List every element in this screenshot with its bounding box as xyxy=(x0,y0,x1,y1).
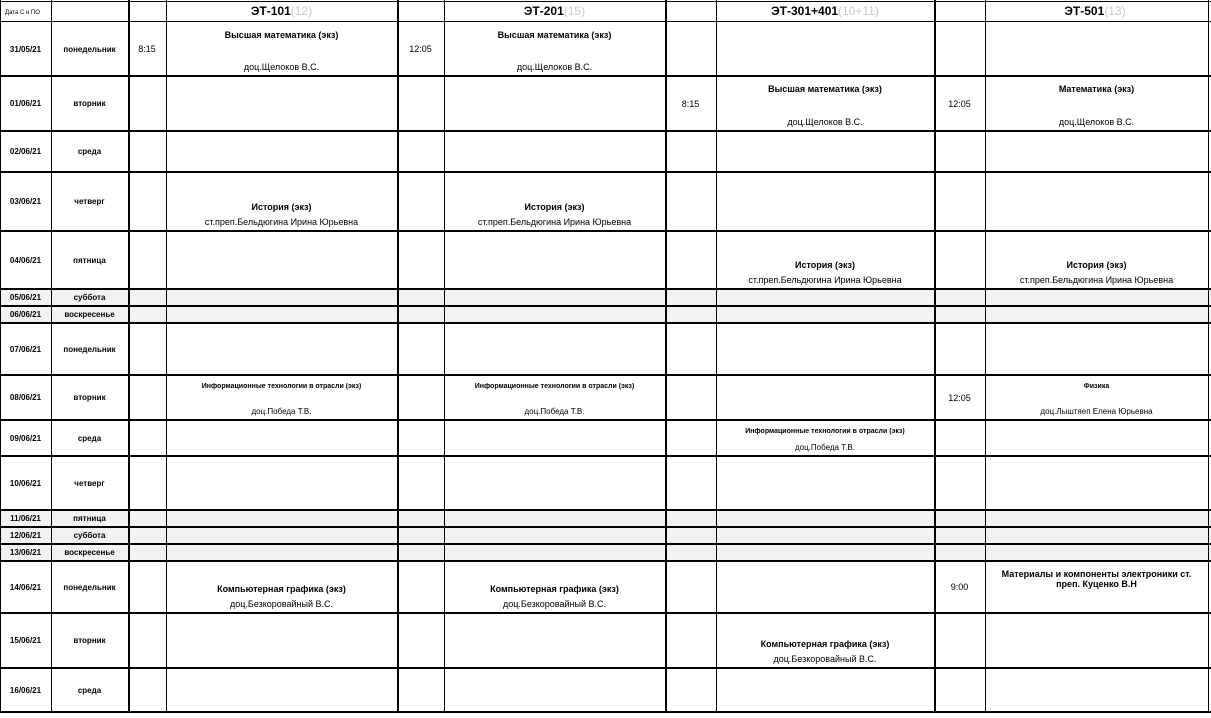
exam-entry xyxy=(170,561,393,611)
exam-subject: Компьютерная графика (экз) xyxy=(760,639,890,649)
grid-horizontal-line xyxy=(0,130,1211,132)
grid-vertical-line xyxy=(716,0,717,712)
group-header-et301-401 xyxy=(716,0,934,22)
grid-horizontal-line xyxy=(0,711,1211,713)
group-count: (13) xyxy=(1104,4,1126,18)
exam-entry xyxy=(448,383,661,416)
exam-lecturer: доц.Победа Т.В. xyxy=(251,407,312,416)
group-header-et101 xyxy=(166,0,397,22)
exam-subject: Материалы и компоненты электроники ст. преп. Куценко В.Н xyxy=(1001,569,1192,589)
weekday-cell: воскресенье xyxy=(64,548,115,557)
weekend-row-shading xyxy=(0,510,1211,527)
group-header-et201 xyxy=(444,0,665,22)
date-cell: 13/06/21 xyxy=(9,548,42,557)
exam-lecturer: ст.преп.Бельдюгина Ирина Юрьевна xyxy=(204,217,359,227)
exam-subject: Высшая математика (экз) xyxy=(497,30,612,40)
date-cell: 08/06/21 xyxy=(9,393,42,402)
date-cell: 07/06/21 xyxy=(9,344,42,354)
exam-entry xyxy=(170,30,393,72)
weekday-cell: вторник xyxy=(73,393,106,402)
group-count: (15) xyxy=(563,4,586,18)
exam-subject: Компьютерная графика (экз) xyxy=(490,584,619,594)
time-cell: 8:15 xyxy=(681,98,700,109)
grid-vertical-line xyxy=(1208,0,1209,712)
grid-horizontal-line xyxy=(0,543,1211,545)
exam-subject: Высшая математика (экз) xyxy=(768,84,882,94)
date-cell: 05/06/21 xyxy=(9,293,42,302)
group-count: (12) xyxy=(290,4,313,18)
grid-horizontal-line xyxy=(0,612,1211,614)
exam-entry xyxy=(448,172,661,229)
weekend-row-shading xyxy=(0,527,1211,544)
weekday-cell: понедельник xyxy=(63,582,116,592)
time-cell: 9:00 xyxy=(950,582,969,592)
date-cell: 12/06/21 xyxy=(9,531,42,540)
grid-horizontal-line xyxy=(0,75,1211,77)
grid-horizontal-line xyxy=(0,526,1211,528)
grid-vertical-line xyxy=(397,0,399,712)
exam-lecturer: ст.преп.Бельдюгина Ирина Юрьевна xyxy=(477,217,632,227)
weekday-cell: пятница xyxy=(73,255,106,265)
exam-lecturer: доц.Безкоровайный В.С. xyxy=(503,599,606,609)
weekday-cell: среда xyxy=(77,433,102,443)
date-cell: 10/06/21 xyxy=(9,478,42,488)
group-header-et501 xyxy=(985,0,1205,22)
date-cell: 11/06/21 xyxy=(10,514,41,523)
exam-entry xyxy=(720,84,930,127)
date-cell: 14/06/21 xyxy=(9,582,42,592)
exam-entry xyxy=(720,428,930,452)
grid-horizontal-line xyxy=(0,667,1211,669)
weekday-cell: четверг xyxy=(74,197,105,206)
exam-subject: История (экз) xyxy=(795,260,855,270)
exam-subject: История (экз) xyxy=(1066,260,1127,270)
date-cell: 31/05/21 xyxy=(9,44,42,54)
weekday-cell: среда xyxy=(77,685,102,695)
weekday-cell: понедельник xyxy=(63,344,116,354)
grid-vertical-line xyxy=(985,0,986,712)
exam-subject: Математика (экз) xyxy=(1058,84,1135,94)
exam-entry xyxy=(989,231,1204,287)
date-cell: 02/06/21 xyxy=(9,147,42,156)
exam-subject: Информационные технологии в отрасли (экз) xyxy=(201,383,362,390)
corner-header: Дата С н ПО xyxy=(5,10,40,16)
weekday-cell: четверг xyxy=(74,478,105,488)
date-cell: 03/06/21 xyxy=(9,197,42,206)
weekday-cell: среда xyxy=(77,147,102,156)
group-count: (10+11) xyxy=(838,4,879,18)
exam-entry xyxy=(989,383,1204,416)
grid-horizontal-line xyxy=(0,288,1211,290)
exam-lecturer: ст.преп.Бельдюгина Ирина Юрьевна xyxy=(748,275,902,285)
exam-subject: История (экз) xyxy=(251,202,312,212)
time-cell: 8:15 xyxy=(138,44,156,54)
grid-horizontal-line xyxy=(0,419,1211,421)
exam-lecturer: доц.Щелоков В.С. xyxy=(243,62,320,72)
group-name: ЭТ-201 xyxy=(523,4,564,18)
exam-subject: Информационные технологии в отрасли (экз) xyxy=(474,383,635,390)
grid-vertical-line xyxy=(128,0,130,712)
exam-entry xyxy=(720,613,930,666)
exam-lecturer: доц.Лыштяеп Елена Юрьевна xyxy=(1040,407,1153,416)
exam-lecturer: доц.Щелоков В.С. xyxy=(787,117,863,127)
exam-lecturer: доц.Безкоровайный В.С. xyxy=(230,599,333,609)
group-name: ЭТ-501 xyxy=(1064,4,1105,18)
exam-subject: История (экз) xyxy=(524,202,585,212)
grid-horizontal-line xyxy=(0,322,1211,324)
exam-entry xyxy=(989,569,1204,609)
exam-lecturer: доц.Щелоков В.С. xyxy=(516,62,593,72)
exam-entry xyxy=(448,561,661,611)
exam-subject: Физика xyxy=(1083,383,1110,390)
exam-lecturer: доц.Победа Т.В. xyxy=(794,443,855,452)
exam-subject: Информационные технологии в отрасли (экз) xyxy=(745,428,905,435)
group-name: ЭТ-101 xyxy=(250,4,291,18)
grid-vertical-line xyxy=(444,0,445,712)
time-cell: 12:05 xyxy=(409,44,432,54)
weekend-row-shading xyxy=(0,289,1211,306)
exam-entry xyxy=(448,30,661,72)
grid-horizontal-line xyxy=(0,509,1211,511)
weekend-row-shading xyxy=(0,306,1211,323)
grid-horizontal-line xyxy=(0,305,1211,307)
exam-subject: Компьютерная графика (экз) xyxy=(217,584,346,594)
group-name: ЭТ-301+401 xyxy=(771,4,839,18)
weekday-cell: понедельник xyxy=(63,44,116,54)
weekday-cell: вторник xyxy=(73,99,106,108)
exam-lecturer: доц.Безкоровайный В.С. xyxy=(773,654,877,664)
exam-lecturer: доц.Щелоков В.С. xyxy=(1058,117,1135,127)
weekday-cell: суббота xyxy=(73,293,106,302)
date-cell: 15/06/21 xyxy=(9,636,42,645)
exam-entry xyxy=(170,383,393,416)
exam-entry xyxy=(720,231,930,287)
weekday-cell: вторник xyxy=(73,636,106,645)
date-cell: 01/06/21 xyxy=(9,99,42,108)
exam-entry xyxy=(170,172,393,229)
exam-lecturer: доц.Победа Т.В. xyxy=(524,407,585,416)
grid-horizontal-line xyxy=(0,374,1211,376)
date-cell: 09/06/21 xyxy=(9,433,42,443)
weekend-row-shading xyxy=(0,544,1211,561)
exam-lecturer: ст.преп.Бельдюгина Ирина Юрьевна xyxy=(1019,275,1174,285)
date-cell: 04/06/21 xyxy=(9,255,42,265)
time-cell: 12:05 xyxy=(948,392,971,403)
grid-vertical-line xyxy=(166,0,167,712)
exam-subject: Высшая математика (экз) xyxy=(224,30,339,40)
weekday-cell: воскресенье xyxy=(64,310,115,319)
exam-entry xyxy=(989,84,1204,127)
time-cell: 12:05 xyxy=(948,98,971,109)
grid-horizontal-line xyxy=(0,455,1211,457)
date-cell: 06/06/21 xyxy=(9,310,42,319)
weekday-cell: пятница xyxy=(73,514,106,523)
weekday-cell: суббота xyxy=(73,531,106,540)
date-cell: 16/06/21 xyxy=(9,685,42,695)
